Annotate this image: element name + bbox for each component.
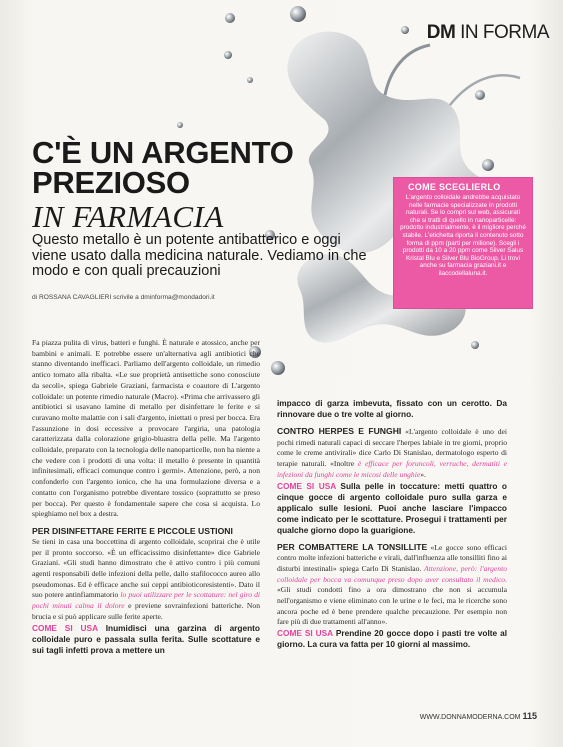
come-si-usa-tonsillite xyxy=(277,628,507,650)
tonsillite-paragraph xyxy=(277,542,507,629)
tonsillite-text-a: «Le gocce sono efficaci contro molte infezioni batteriche e virali, dall'influenza alle tonsilliti fino ai disturbi intestinali» spiega Carlo Di Stanislao. xyxy=(277,542,507,573)
article-column-2 xyxy=(277,398,507,650)
section-header xyxy=(427,22,549,44)
ferite-paragraph xyxy=(32,537,260,623)
article-column-1 xyxy=(32,338,260,656)
headline-line-3: IN FARMACIA xyxy=(32,199,224,234)
come-si-usa-herpes xyxy=(277,481,507,536)
herpes-highlight: è efficace per foruncoli, verruche, dermatiti e infezioni da funghi come le micosi delle unghie xyxy=(277,459,507,479)
headline-line-2: PREZIOSO xyxy=(32,165,190,200)
footer-site: WWW.DONNAMODERNA.COM xyxy=(419,714,521,721)
subheading-tonsillite: PER COMBATTERE LA TONSILLITE xyxy=(277,541,428,552)
herpes-text-a: «L'argento colloidale è uno dei pochi rimedi naturali capaci di seccare l'herpes labiale in tre giorni, proprio come le creme antivirali» dice Carlo Di Stanislao, dermatologo esperto di terapie naturali. «Inoltre xyxy=(277,427,507,469)
continued-text: impacco di garza imbevuta, fissato con un cerotto. Da rinnovare due o tre volte al giorno. xyxy=(277,398,507,419)
headline xyxy=(32,135,352,200)
come-si-usa-label: COME SI USA xyxy=(277,628,333,639)
herpes-text-b: ». xyxy=(420,469,426,479)
section-name: IN FORMA xyxy=(460,22,549,43)
section-brand: DM xyxy=(426,22,456,43)
headline-line-1: C'È UN ARGENTO xyxy=(32,135,294,170)
subheading-ferite: PER DISINFETTARE FERITE E PICCOLE USTIONI xyxy=(32,525,233,536)
page-number: 115 xyxy=(522,711,537,721)
come-si-usa-label: COME SI USA xyxy=(32,622,98,633)
come-si-usa-text: Inumidisci una garzina di argento colloidale puro e passala sulla ferita. Sulle scottature e sui tagli infetti prova a mettere un xyxy=(32,622,260,655)
sidebar-box-text: L'argento colloidale andrebbe acquistato nelle farmacie specializzate in prodotti naturali. Se lo compri sul web, assicurati che si tratti di quello in nanoparticelle: prodotto industrialmente, è il migliore perché stabile. L'etichetta riporta il contenuto sotto forma di ppm (parti per milione). Scegli i prodotti da 10 a 20 ppm come Silver Salus Kristal Blu e Silver Blu BioGroup. Li trovi anche su farmacia graziani.it e ilaccodellaluna.it. xyxy=(400,194,526,277)
tonsillite-highlight: Attenzione, però: l'argento colloidale per bocca va comunque preso dopo aver consultato il medico. xyxy=(277,563,507,584)
tonsillite-text-b: «Gli studi condotti fino a ora dimostrano che non si accumula nell'organismo e viene eliminato con le urine e le feci, ma le ricerche sono ancora poche ed è bene prendere qualche precauzione. Per esempio non fare più di due trattamenti all'anno». xyxy=(277,585,507,627)
intro-paragraph: Fa piazza pulita di virus, batteri e funghi. È naturale e atossico, anche per bambini e animali. E potrebbe essere un'alternativa agli antibiotici che stanno diventando inefficaci. Parliamo dell'argento colloidale, un rimedio antico tornato alla ribalta. «Le sue proprietà antisettiche sono conosciute da secoli», spiega Gabriele Graziani, farmacista e coautore di L'argento colloidale: un potente rimedio naturale (Macro). «Prima che arrivassero gli antibiotici si usavano lamine di metallo per disinfettare le ferite e si curavano molte malattie con i sali d'argento, iniettati o presi per bocca. Era l'assunzione in dosi eccessive a provocare l'argiria, una patologia caratterizzata dalla colorazione grigio-bluastra della pelle. Ma l'argento colloidale, preparato con la tecnologia delle nanoparticelle, non ha niente a che vedere con i prodotti di una volta: il metallo è presente in quantità infinitesimali, efficaci comunque contro i germi». Attenzione, però, a non confonderlo con l'argento ionico, che ha una formulazione diversa e a contatto con l'organismo potrebbe diventare tossico (soprattutto se preso per bocca). Per questo è fondamentale sapere che cosa si acquista. Lo spieghiamo nel box a destra. xyxy=(32,338,260,519)
article-deck: Questo metallo è un potente antibatterico e oggi viene usato dalla medicina naturale. Vediamo in che modo e con quali precauzioni xyxy=(32,232,367,279)
page-footer xyxy=(420,711,537,721)
come-si-usa-text: Prendine 20 gocce dopo i pasti tre volte al giorno. La cura va fatta per 10 giorni al massimo. xyxy=(277,628,508,650)
sidebar-box-title: COME SCEGLIERLO xyxy=(408,182,501,192)
byline: di ROSSANA CAVAGLIERI scrivile a dminforma@mondadori.it xyxy=(32,294,215,301)
ferite-text-a: Se tieni in casa una boccettina di argento colloidale, scoprirai che è utile per il pronto soccorso. «È un efficacissimo disinfettante» dice Gabriele Graziani. «Gli studi hanno dimostrato che è attivo contro i più comuni agenti responsabili delle infezioni della pelle, dallo stafilococco aureo allo pseudomonas. Ed è efficace anche sui ceppi antibioticoresistenti». Dato il suo potere antinfiammatorio xyxy=(32,536,260,600)
come-si-usa-ferite xyxy=(32,623,260,656)
come-si-usa-label: COME SI USA xyxy=(277,480,336,491)
come-si-usa-text: Sulla pelle in toccature: metti quattro o cinque gocce di argento colloidale puro sulla garza e applicalo sulle lesioni. Puoi anche lasciare l'impacco come indicato per le scottature. Prosegui i trattamenti per qualche giorno dopo la guarigione. xyxy=(277,480,507,535)
subheading-herpes: CONTRO HERPES E FUNGHI xyxy=(277,426,402,436)
herpes-paragraph xyxy=(277,426,507,481)
ferite-highlight: lo puoi utilizzare per le scottature: nel giro di pochi minuti calma il dolore xyxy=(32,590,260,611)
sidebar-box xyxy=(394,178,532,308)
ferite-text-b: e previene sovrainfezioni batteriche. Non brucia e si può applicare sulle ferite aperte. xyxy=(32,601,261,621)
